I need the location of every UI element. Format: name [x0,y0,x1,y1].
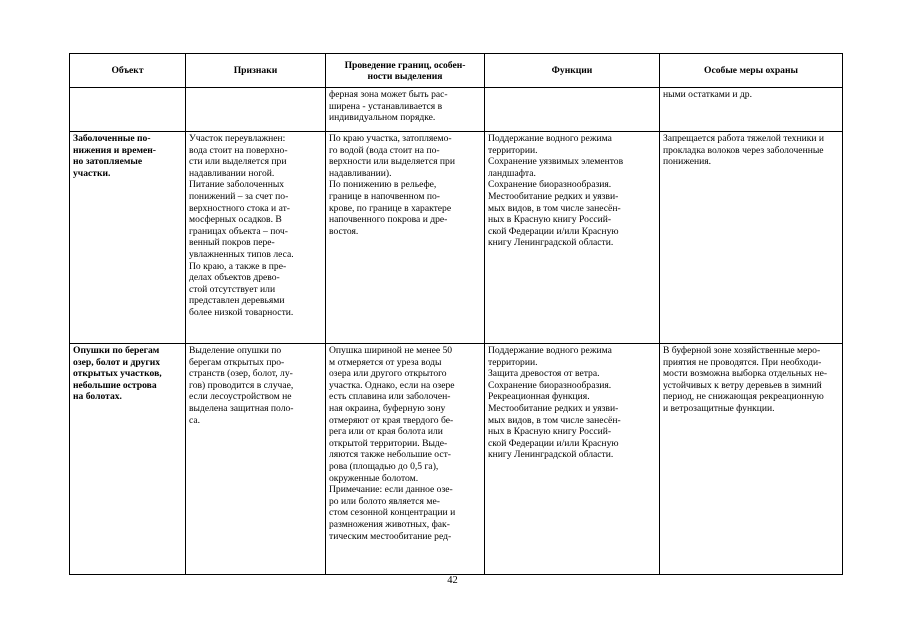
text-line: озер, болот и других [73,356,161,368]
text-line: Сохранение биоразнообразия. [488,379,612,391]
text-line: надавливании). [329,167,392,179]
text-line: верхности или выделяется при [329,156,455,168]
text-line: понижений – за счет по- [189,190,289,202]
text-line: ных в Красную книгу Россий- [488,426,612,438]
header-object: Объект [70,54,186,88]
text-line: небольшие острова [73,379,157,391]
text-line: Местообитание редких и уязви- [488,402,619,414]
text-line: Опушка шириной не менее 50 [329,345,453,356]
text-line: территории. [488,144,538,156]
text-line: Выделение опушки по [189,345,282,356]
text-line: на болотах. [73,391,122,403]
text-line: есть сплавина или заболочен- [329,391,451,403]
text-line: ширена - устанавливается в [329,100,443,112]
text-line: По краю, а также в пре- [189,260,287,272]
text-line: В буферной зоне хозяйственные меро- [663,345,821,356]
text-line: Сохранение биоразнообразия. [488,179,612,191]
text-line: Поддержание водного режима [488,133,612,144]
text-line: м отмеряется от уреза воды [329,356,442,368]
text-line: верхностного стока и ат- [189,202,290,214]
text-line: По понижению в рельефе, [329,179,437,191]
text-line: Примечание: если данное озе- [329,484,453,496]
text-line: ная окраина, буферную зону [329,402,446,414]
signs-cell [186,344,326,575]
text-line: ландшафта. [488,167,536,179]
text-line: Опушки по берегам [73,345,160,356]
text-line: прокладка волоков через заболоченные [663,144,824,156]
text-line: выделена защитная поло- [189,402,294,414]
text-line: рега или от края болота или [329,426,443,438]
text-line: отмеряют от края твердого бе- [329,414,454,426]
text-line: крове, по границе в характере [329,202,452,214]
text-line: тическим местообитание ред- [329,530,452,542]
text-line: напочвенного покрова и дре- [329,214,448,226]
text-line: границах объекта – поч- [189,225,288,237]
protection-cell [660,132,843,344]
text-line: нижения и времен- [73,144,157,156]
text-line: Сохранение уязвимых элементов [488,156,624,168]
text-line: книгу Ленинградской области. [488,237,614,249]
text-line: Рекреационная функция. [488,391,590,403]
protection-cell [660,88,843,132]
text-line: границе в напочвенном по- [329,190,440,202]
table-row [70,88,843,132]
text-line: территории. [488,356,538,368]
text-line: открытых участков, [73,368,162,380]
text-line: странств (озер, болот, лу- [189,368,293,380]
text-line: если лесоустройством не [189,391,292,403]
text-line: ферная зона может быть рас- [329,89,448,100]
text-line: венный покров пере- [189,237,275,249]
header-signs: Признаки [186,54,326,88]
text-line: участка. Однако, если на озере [329,379,455,391]
text-line: индивидуальном порядке. [329,112,436,124]
text-line: мости возможна выборка отдельных не- [663,368,828,380]
object-cell [70,344,186,575]
text-line: представлен деревьями [189,295,285,307]
data-table [69,53,843,575]
text-line: стой отсутствует или [189,283,276,295]
text-line: надавливании ногой. [189,167,275,179]
text-line: более низкой товарности. [189,306,294,318]
page-number: 42 [447,575,458,586]
text-line: са. [189,414,201,426]
functions-cell [485,344,660,575]
text-line: Участок переувлажнен: [189,133,286,144]
object-cell [70,88,186,132]
text-line: ской Федерации и/или Красную [488,225,619,237]
text-line: Защита древостоя от ветра. [488,368,600,380]
text-line: участки. [73,167,111,179]
header-boundaries: Проведение границ, особен- ности выделения [326,54,485,88]
object-cell [70,132,186,344]
text-line: книгу Ленинградской области. [488,449,614,461]
text-line: и ветрозащитные функции. [663,402,775,414]
protection-cell [660,344,843,575]
functions-cell [485,88,660,132]
header-protection: Особые меры охраны [660,54,843,88]
text-line: открытой территории. Выде- [329,437,448,449]
header-row [70,54,843,88]
text-line: увлажненных типов леса. [189,248,294,260]
text-line: гов) проводится в случае, [189,379,294,391]
text-line: мых видов, в том числе занесён- [488,414,621,426]
text-line: вода стоит на поверхно- [189,144,288,156]
text-line: мосферных осадков. В [189,214,282,226]
boundaries-cell [326,88,485,132]
boundaries-cell [326,344,485,575]
text-line: но затопляемые [73,156,143,168]
text-line: мых видов, в том числе занесён- [488,202,621,214]
table-row [70,344,843,575]
text-line: стом сезонной концентрации и [329,507,456,519]
text-line: озера или другого открытого [329,368,447,380]
text-line: ными остатками и др. [663,89,752,100]
header-functions: Функции [485,54,660,88]
signs-cell [186,132,326,344]
text-line: ных в Красную книгу Россий- [488,214,612,226]
text-line: По краю участка, затопляемо- [329,133,452,144]
text-line: ляются также небольшие ост- [329,449,451,461]
text-line: устойчивых к ветру деревьев в зимний [663,379,822,391]
text-line: ской Федерации и/или Красную [488,437,619,449]
text-line: окруженные болотом. [329,472,419,484]
signs-cell [186,88,326,132]
boundaries-cell [326,132,485,344]
text-line: Запрещается работа тяжелой техники и [663,133,825,144]
text-line: размножения животных, фак- [329,518,450,530]
text-line: сти или выделяется при [189,156,287,168]
text-line: Питание заболоченных [189,179,285,191]
text-line: востоя. [329,225,359,237]
text-line: го водой (вода стоит на по- [329,144,440,156]
text-line: период, не снижающая рекреационную [663,391,824,403]
text-line: понижения. [663,156,712,168]
text-line: Заболоченные по- [73,133,151,144]
text-line: Местообитание редких и уязви- [488,190,619,202]
text-line: берегам открытых про- [189,356,285,368]
text-line: делах объектов древо- [189,272,280,284]
text-line: приятия не проводятся. При необходи- [663,356,822,368]
text-line: Поддержание водного режима [488,345,612,356]
table-row [70,132,843,344]
functions-cell [485,132,660,344]
text-line: рова (площадью до 0,5 га), [329,460,439,472]
text-line: ро или болото является ме- [329,495,440,507]
